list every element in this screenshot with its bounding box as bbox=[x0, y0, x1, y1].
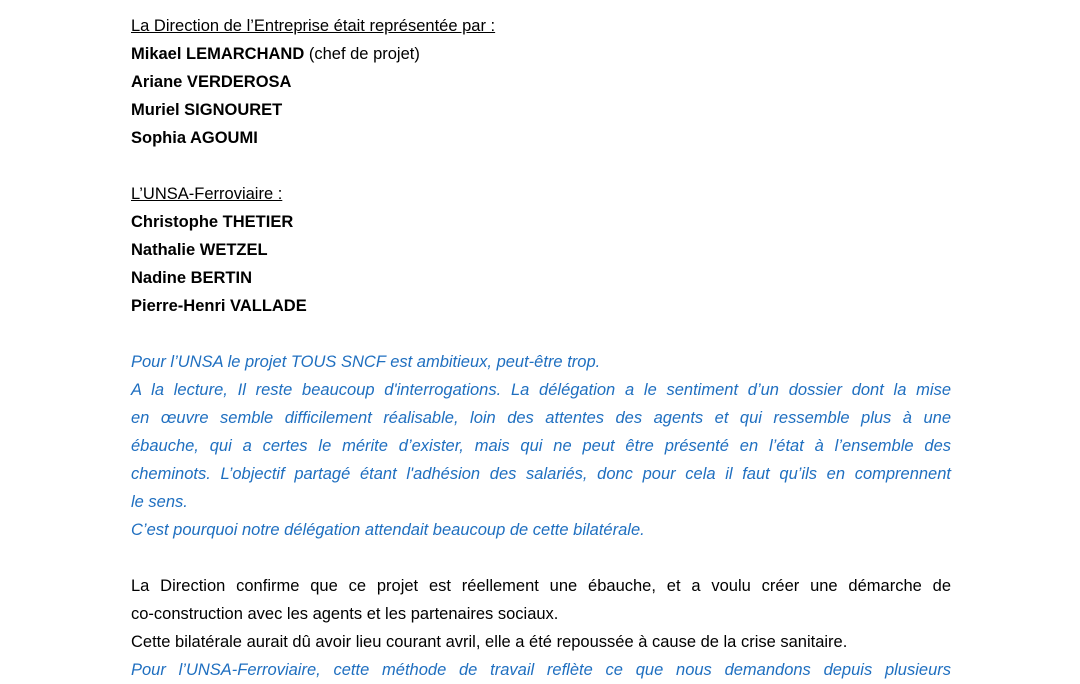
direction-heading: La Direction de l’Entreprise était représentée par : bbox=[131, 17, 496, 35]
paragraph-line: Pour l’UNSA le projet TOUS SNCF est ambitieux, peut-être trop. bbox=[131, 353, 601, 371]
paragraph-line: le sens. bbox=[131, 493, 188, 511]
blank-line bbox=[131, 152, 951, 180]
unsa-member: Pierre-Henri VALLADE bbox=[131, 297, 307, 315]
paragraph-line: co-construction avec les agents et les partenaires sociaux. bbox=[131, 605, 559, 623]
blank-line bbox=[131, 544, 951, 572]
direction-response-paragraph bbox=[131, 572, 951, 656]
paragraph-line: Pour l’UNSA-Ferroviaire, cette méthode de travail reflète ce que nous demandons depuis plusieurs bbox=[131, 661, 951, 679]
unsa-member: Nadine BERTIN bbox=[131, 269, 253, 287]
direction-member bbox=[131, 96, 951, 124]
member-name: Ariane VERDEROSA bbox=[131, 73, 292, 91]
paragraph-line: en œuvre semble difficilement réalisable, loin des attentes des agents et qui ressemble plus à une bbox=[131, 409, 951, 427]
unsa-heading: L’UNSA-Ferroviaire : bbox=[131, 185, 283, 203]
member-name: Sophia AGOUMI bbox=[131, 129, 258, 147]
unsa-method-paragraph bbox=[131, 656, 951, 684]
unsa-member: Nathalie WETZEL bbox=[131, 241, 268, 259]
paragraph-line: ébauche, qui a certes le mérite d’exister, mais qui ne peut être présenté en l’état à l’ensemble des bbox=[131, 437, 951, 455]
paragraph-line: C’est pourquoi notre délégation attendait beaucoup de cette bilatérale. bbox=[131, 521, 645, 539]
member-role: (chef de projet) bbox=[304, 45, 420, 63]
member-name: Mikael LEMARCHAND bbox=[131, 45, 305, 63]
member-name: Muriel SIGNOURET bbox=[131, 101, 283, 119]
blank-line bbox=[131, 320, 951, 348]
direction-member bbox=[131, 68, 951, 96]
document-page bbox=[131, 12, 951, 684]
paragraph-line: A la lecture, Il reste beaucoup d'interrogations. La délégation a le sentiment d’un dossier dont la mise bbox=[131, 381, 951, 399]
unsa-member: Christophe THETIER bbox=[131, 213, 294, 231]
paragraph-line: La Direction confirme que ce projet est réellement une ébauche, et a voulu créer une démarche de bbox=[131, 577, 951, 595]
paragraph-line: Cette bilatérale aurait dû avoir lieu courant avril, elle a été repoussée à cause de la crise sanitaire. bbox=[131, 633, 848, 651]
paragraph-line: cheminots. L’objectif partagé étant l'adhésion des salariés, donc pour cela il faut qu’ils en comprennent bbox=[131, 465, 951, 483]
unsa-statement-paragraph bbox=[131, 348, 951, 544]
direction-member bbox=[131, 124, 951, 152]
direction-member bbox=[131, 40, 951, 68]
